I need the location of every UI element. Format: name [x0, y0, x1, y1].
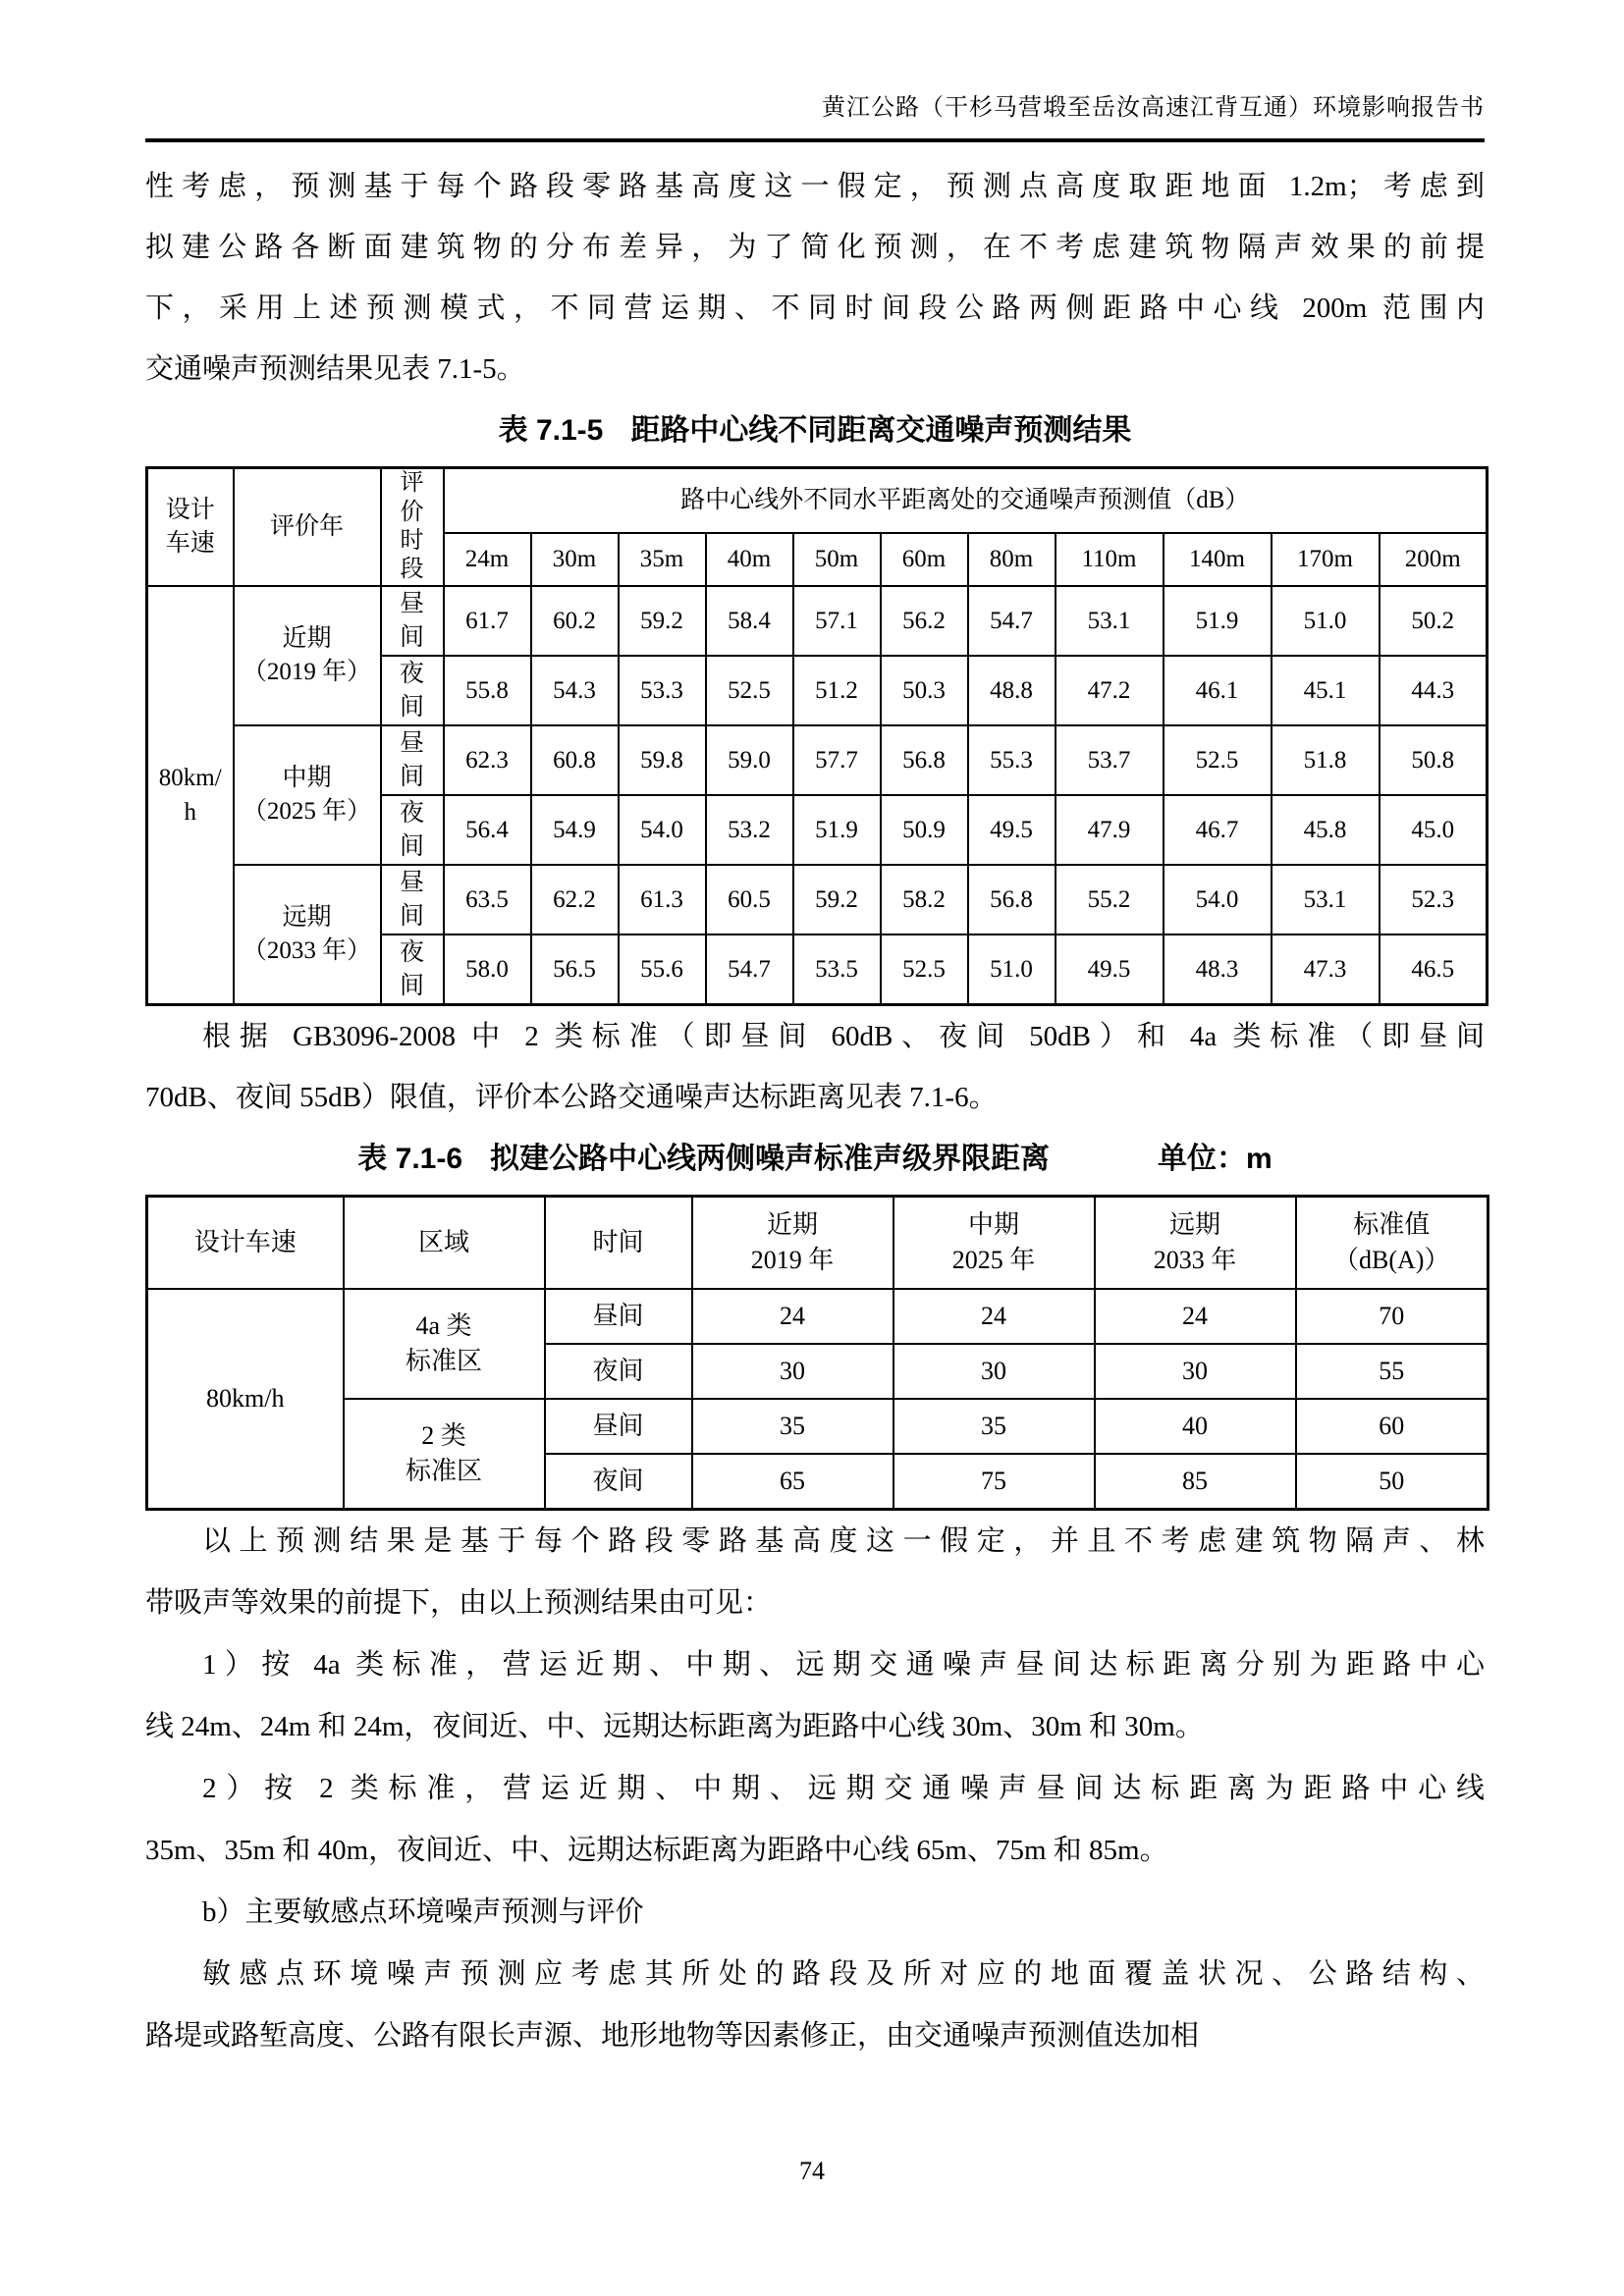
value-cell: 57.7 [793, 725, 881, 795]
value-cell: 54.9 [531, 795, 619, 865]
value-cell: 52.3 [1380, 865, 1488, 934]
value-cell: 55.6 [619, 934, 706, 1005]
value-cell: 59.2 [619, 586, 706, 656]
table1-caption-title: 距路中心线不同距离交通噪声预测结果 [630, 414, 1132, 447]
table2-caption [145, 1138, 1485, 1181]
value-cell: 51.0 [968, 934, 1056, 1005]
noise-prediction-table [145, 466, 1489, 1006]
col-header-distance-span: 路中心线外不同水平距离处的交通噪声预测值（dB） [444, 468, 1488, 534]
table2-caption-label: 表 7.1-6 [357, 1143, 463, 1175]
value-cell: 56.8 [881, 725, 968, 795]
value-cell: 53.3 [619, 656, 706, 725]
paragraph [145, 156, 1485, 400]
col-header-distance: 140m [1164, 533, 1272, 586]
period-cell: 中期 （2025 年） [234, 725, 381, 865]
col-header-distance: 24m [444, 533, 531, 586]
col-header-distance: 80m [968, 533, 1056, 586]
value-cell: 47.9 [1056, 795, 1164, 865]
value-cell: 45.8 [1272, 795, 1380, 865]
col-header-distance: 170m [1272, 533, 1380, 586]
value-cell: 56.8 [968, 865, 1056, 934]
value-cell: 53.1 [1056, 586, 1164, 656]
value-cell: 30 [893, 1344, 1095, 1399]
value-cell: 30 [692, 1344, 893, 1399]
body-text-line: 35m、35m 和 40m，夜间近、中、远期达标距离为距路中心线 65m、75m 和 85m。 [145, 1835, 1168, 1866]
value-cell: 48.8 [968, 656, 1056, 725]
value-cell: 40 [1095, 1399, 1296, 1454]
col-header-evaluation-period: 评价时段 [381, 468, 444, 587]
value-cell: 53.7 [1056, 725, 1164, 795]
body-text-line: b）主要敏感点环境噪声预测与评价 [202, 1896, 644, 1928]
period-cell: 近期 （2019 年） [234, 586, 381, 725]
table-row [147, 586, 1488, 656]
value-cell: 56.5 [531, 934, 619, 1005]
value-cell: 52.5 [706, 656, 793, 725]
value-cell: 35 [893, 1399, 1095, 1454]
value-cell: 85 [1095, 1454, 1296, 1510]
value-cell: 58.2 [881, 865, 968, 934]
value-cell: 48.3 [1164, 934, 1272, 1005]
body-text-line: 线 24m、24m 和 24m，夜间近、中、远期达标距离为距路中心线 30m、30m 和 30m。 [145, 1711, 1204, 1742]
value-cell: 24 [893, 1289, 1095, 1344]
time-of-day-cell: 昼间 [545, 1289, 692, 1344]
value-cell: 61.7 [444, 586, 531, 656]
col-header-distance: 200m [1380, 533, 1488, 586]
value-cell: 51.8 [1272, 725, 1380, 795]
col-header-design-speed: 设计车速 [147, 1197, 344, 1290]
value-cell: 55.8 [444, 656, 531, 725]
value-cell: 46.1 [1164, 656, 1272, 725]
body-text-line: 根据 GB3096-2008 中 2 类标准（即昼间 60dB、夜间 50dB）和 4a 类标准（即昼间 [202, 1021, 1485, 1052]
value-cell: 62.2 [531, 865, 619, 934]
time-of-day-cell: 昼间 [381, 586, 444, 656]
body-text-line: 70dB、夜间 55dB）限值，评价本公路交通噪声达标距离见表 7.1-6。 [145, 1082, 998, 1113]
value-cell: 54.7 [968, 586, 1056, 656]
body-text-line: 交通噪声预测结果见表 7.1-5。 [145, 353, 525, 385]
value-cell: 62.3 [444, 725, 531, 795]
value-cell: 55.2 [1056, 865, 1164, 934]
col-header-mid-term: 中期 2025 年 [893, 1197, 1095, 1290]
period-cell: 远期 （2033 年） [234, 865, 381, 1005]
value-cell: 70 [1296, 1289, 1489, 1344]
col-header-evaluation-year: 评价年 [234, 468, 381, 587]
col-header-design-speed: 设计车速 [147, 468, 234, 587]
value-cell: 59.0 [706, 725, 793, 795]
paragraph [145, 1511, 1485, 1634]
value-cell: 58.4 [706, 586, 793, 656]
col-header-far-term: 远期 2033 年 [1095, 1197, 1296, 1290]
value-cell: 50.3 [881, 656, 968, 725]
value-cell: 56.4 [444, 795, 531, 865]
value-cell: 44.3 [1380, 656, 1488, 725]
page-number: 74 [799, 2157, 825, 2185]
value-cell: 52.5 [881, 934, 968, 1005]
col-header-distance: 35m [619, 533, 706, 586]
body-text-line: 拟建公路各断面建筑物的分布差异，为了简化预测，在不考虑建筑物隔声效果的前提 [145, 232, 1485, 263]
value-cell: 47.2 [1056, 656, 1164, 725]
time-of-day-cell: 夜间 [545, 1344, 692, 1399]
value-cell: 51.2 [793, 656, 881, 725]
table1-caption [145, 409, 1485, 453]
value-cell: 54.0 [619, 795, 706, 865]
value-cell: 55.3 [968, 725, 1056, 795]
time-of-day-cell: 夜间 [381, 656, 444, 725]
value-cell: 54.7 [706, 934, 793, 1005]
speed-cell: 80km/h [147, 586, 234, 1005]
value-cell: 51.9 [793, 795, 881, 865]
value-cell: 59.8 [619, 725, 706, 795]
col-header-near-term: 近期 2019 年 [692, 1197, 893, 1290]
col-header-distance: 40m [706, 533, 793, 586]
value-cell: 45.0 [1380, 795, 1488, 865]
value-cell: 56.2 [881, 586, 968, 656]
col-header-standard-value: 标准值 （dB(A)） [1296, 1197, 1489, 1290]
value-cell: 49.5 [1056, 934, 1164, 1005]
body-text-line: 以上预测结果是基于每个路段零路基高度这一假定，并且不考虑建筑物隔声、林 [202, 1525, 1485, 1557]
paragraph [145, 1634, 1485, 1758]
header-rule [145, 138, 1485, 142]
value-cell: 50.2 [1380, 586, 1488, 656]
time-of-day-cell: 夜间 [545, 1454, 692, 1510]
time-of-day-cell: 昼间 [545, 1399, 692, 1454]
value-cell: 65 [692, 1454, 893, 1510]
table-row [147, 725, 1488, 795]
col-header-distance: 110m [1056, 533, 1164, 586]
paragraph [145, 1758, 1485, 1882]
zone-cell: 4a 类 标准区 [344, 1289, 545, 1399]
col-header-distance: 60m [881, 533, 968, 586]
col-header-zone: 区域 [344, 1197, 545, 1290]
paragraph [145, 1944, 1485, 2067]
time-of-day-cell: 夜间 [381, 934, 444, 1005]
value-cell: 60.5 [706, 865, 793, 934]
value-cell: 55 [1296, 1344, 1489, 1399]
document-header-title: 黄江公路（干杉马营塅至岳汝高速江背互通）环境影响报告书 [822, 95, 1485, 121]
paragraph [145, 1882, 1485, 1944]
value-cell: 75 [893, 1454, 1095, 1510]
value-cell: 54.0 [1164, 865, 1272, 934]
body-text-line: 性考虑，预测基于每个路段零路基高度这一假定，预测点高度取距地面 1.2m；考虑到 [145, 171, 1485, 202]
value-cell: 47.3 [1272, 934, 1380, 1005]
zone-cell: 2 类 标准区 [344, 1399, 545, 1510]
value-cell: 50.9 [881, 795, 968, 865]
body-text-line: 1）按 4a 类标准，营运近期、中期、远期交通噪声昼间达标距离分别为距路中心 [202, 1649, 1485, 1681]
time-of-day-cell: 夜间 [381, 795, 444, 865]
value-cell: 54.3 [531, 656, 619, 725]
body-text-line: 路堤或路堑高度、公路有限长声源、地形地物等因素修正，由交通噪声预测值迭加相 [145, 2020, 1200, 2052]
value-cell: 51.9 [1164, 586, 1272, 656]
value-cell: 60 [1296, 1399, 1489, 1454]
value-cell: 45.1 [1272, 656, 1380, 725]
body-text-line: 下，采用上述预测模式，不同营运期、不同时间段公路两侧距路中心线 200m 范围内 [145, 293, 1485, 324]
col-header-time: 时间 [545, 1197, 692, 1290]
time-of-day-cell: 昼间 [381, 725, 444, 795]
value-cell: 60.2 [531, 586, 619, 656]
time-of-day-cell: 昼间 [381, 865, 444, 934]
value-cell: 30 [1095, 1344, 1296, 1399]
value-cell: 58.0 [444, 934, 531, 1005]
standard-distance-table [145, 1195, 1489, 1511]
value-cell: 53.1 [1272, 865, 1380, 934]
table2-caption-title: 拟建公路中心线两侧噪声标准声级界限距离 [490, 1143, 1051, 1175]
value-cell: 49.5 [968, 795, 1056, 865]
table-row [147, 865, 1488, 934]
table-row [147, 1399, 1489, 1454]
value-cell: 53.2 [706, 795, 793, 865]
body-text-line: 带吸声等效果的前提下，由以上预测结果由可见： [145, 1587, 773, 1619]
table-row [147, 1289, 1489, 1344]
col-header-distance: 50m [793, 533, 881, 586]
value-cell: 35 [692, 1399, 893, 1454]
paragraph [145, 1006, 1485, 1128]
value-cell: 50 [1296, 1454, 1489, 1510]
value-cell: 53.5 [793, 934, 881, 1005]
value-cell: 46.7 [1164, 795, 1272, 865]
value-cell: 24 [1095, 1289, 1296, 1344]
body-text-line: 敏感点环境噪声预测应考虑其所处的路段及所对应的地面覆盖状况、公路结构、 [202, 1958, 1485, 1990]
body-text-line: 2）按 2 类标准，营运近期、中期、远期交通噪声昼间达标距离为距路中心线 [202, 1773, 1485, 1804]
value-cell: 63.5 [444, 865, 531, 934]
value-cell: 51.0 [1272, 586, 1380, 656]
value-cell: 52.5 [1164, 725, 1272, 795]
value-cell: 60.8 [531, 725, 619, 795]
value-cell: 59.2 [793, 865, 881, 934]
value-cell: 46.5 [1380, 934, 1488, 1005]
col-header-distance: 30m [531, 533, 619, 586]
value-cell: 61.3 [619, 865, 706, 934]
value-cell: 50.8 [1380, 725, 1488, 795]
speed-cell: 80km/h [147, 1289, 344, 1510]
table1-caption-label: 表 7.1-5 [498, 414, 604, 447]
table2-unit-label: 单位：m [1158, 1143, 1272, 1175]
value-cell: 57.1 [793, 586, 881, 656]
value-cell: 24 [692, 1289, 893, 1344]
